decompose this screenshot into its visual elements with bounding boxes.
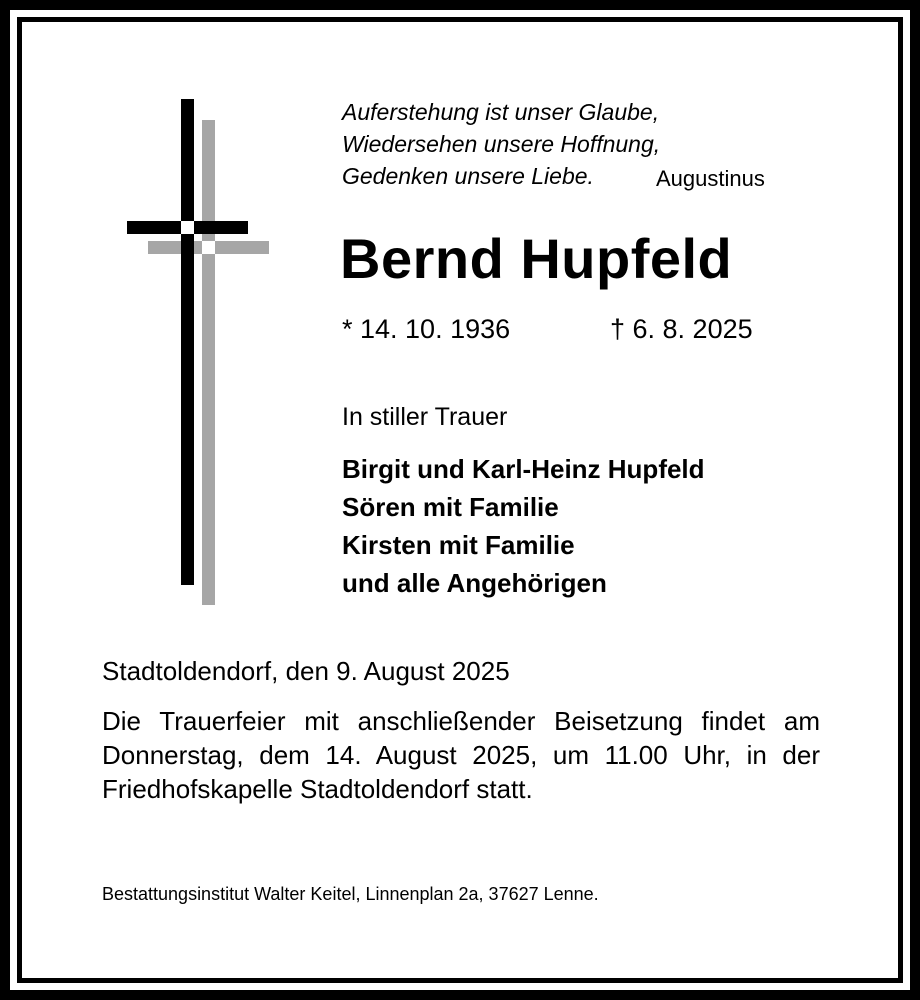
birth-date: * 14. 10. 1936 (342, 314, 511, 344)
mourner-name: Sören mit Familie (342, 492, 559, 522)
mourning-intro: In stiller Trauer (342, 403, 508, 431)
quote-author: Augustinus (656, 166, 765, 191)
quote-line: Wiedersehen unsere Hoffnung, (342, 131, 661, 157)
undertaker-info: Bestattungsinstitut Walter Keitel, Linnenplan 2a, 37627 Lenne. (102, 884, 599, 904)
mourner-name: Birgit und Karl-Heinz Hupfeld (342, 454, 705, 484)
death-date: † 6. 8. 2025 (610, 314, 753, 344)
quote-line: Auferstehung ist unser Glaube, (342, 99, 660, 125)
deceased-name: Bernd Hupfeld (340, 227, 733, 290)
funeral-details: Die Trauerfeier mit anschließender Beisetzung findet am Donnerstag, dem 14. August 2025, um 11.00 Uhr, in der Friedhofskapelle Stadtoldendorf statt. (102, 706, 820, 804)
place-date: Stadtoldendorf, den 9. August 2025 (102, 656, 510, 686)
quote-line: Gedenken unsere Liebe. (342, 163, 594, 189)
mourner-name: Kirsten mit Familie (342, 530, 575, 560)
mourner-name: und alle Angehörigen (342, 568, 607, 598)
